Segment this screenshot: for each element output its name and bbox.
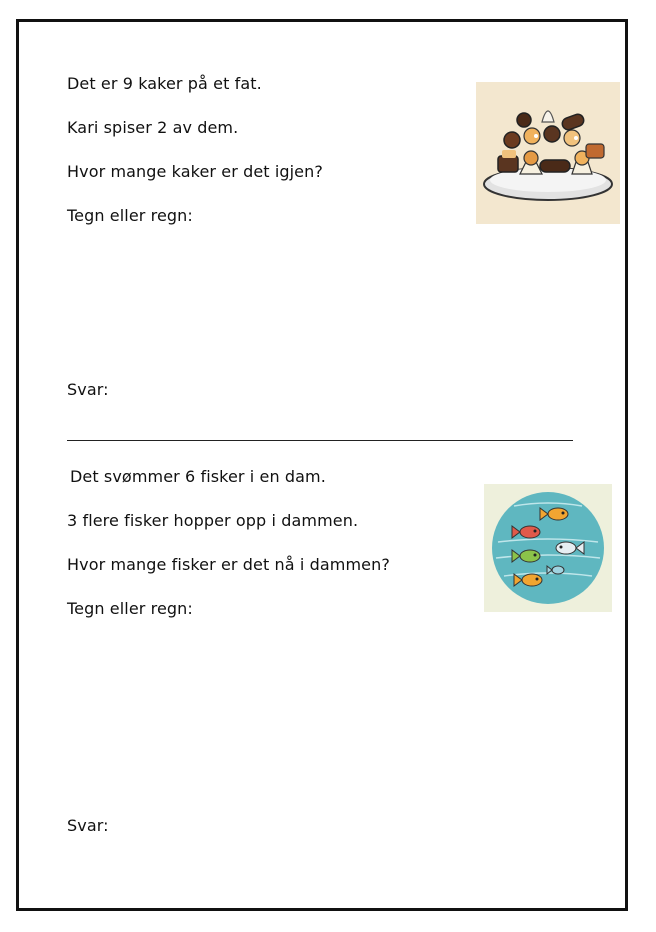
task2-line-2: 3 flere fisker hopper opp i dammen. (67, 511, 359, 530)
task1-line-2: Kari spiser 2 av dem. (67, 118, 239, 137)
task2-line-1: Det svømmer 6 fisker i en dam. (70, 467, 326, 486)
task2-line-3: Hvor mange fisker er det nå i dammen? (67, 555, 390, 574)
fish-pond-illustration (484, 484, 612, 612)
section-divider (67, 440, 573, 441)
task1-line-1: Det er 9 kaker på et fat. (67, 74, 262, 93)
task1-line-3: Hvor mange kaker er det igjen? (67, 162, 323, 181)
task2-answer-label: Svar: (67, 816, 109, 835)
task2-line-4: Tegn eller regn: (67, 599, 193, 618)
task1-answer-label: Svar: (67, 380, 109, 399)
task1-line-4: Tegn eller regn: (67, 206, 193, 225)
cake-plate-illustration (476, 82, 620, 224)
